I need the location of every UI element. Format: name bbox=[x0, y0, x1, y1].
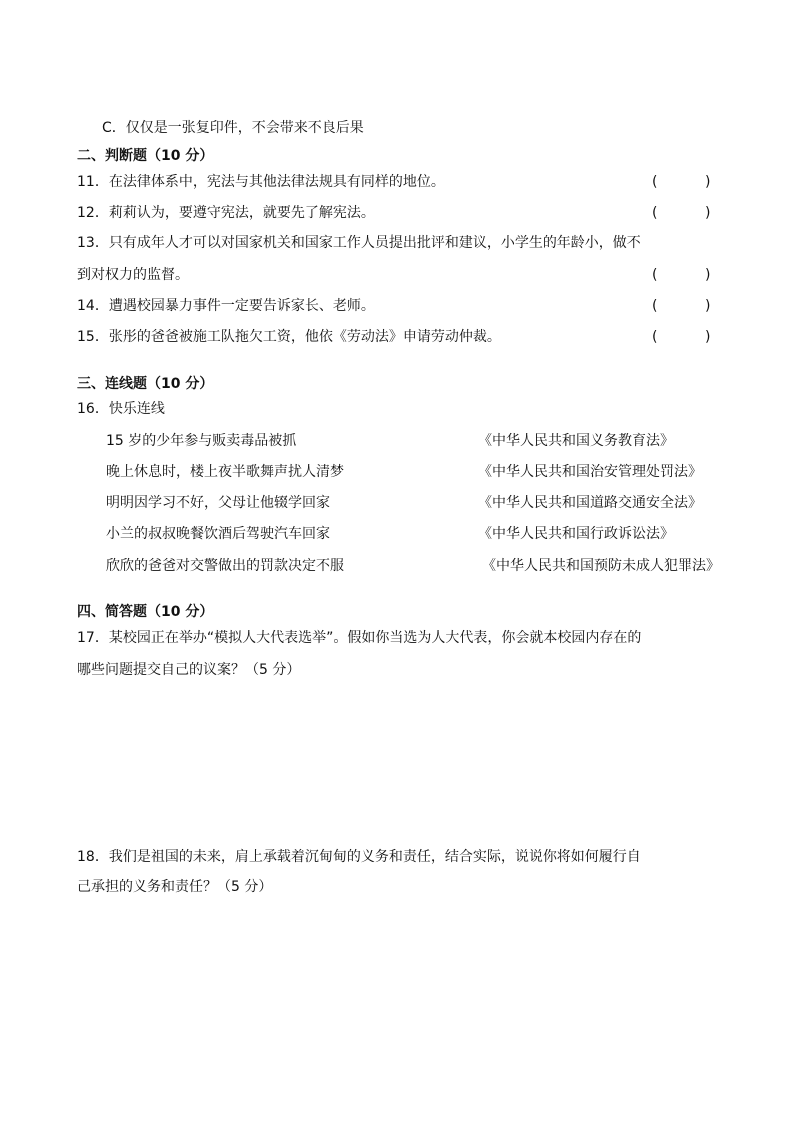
judgment-item-15: 15．张彤的爸爸被施工队拖欠工资，他依《劳动法》申请劳动仲裁。 bbox=[77, 329, 501, 345]
judgment-item-11: 11．在法律体系中，宪法与其他法律法规具有同样的地位。 bbox=[77, 174, 445, 190]
answer-paren-open[interactable]: ( bbox=[652, 205, 658, 221]
answer-paren-open[interactable]: ( bbox=[652, 267, 658, 283]
match-left-item[interactable]: 晚上休息时，楼上夜半歌舞声扰人清梦 bbox=[106, 464, 344, 480]
judgment-item-13: 13．只有成年人才可以对国家机关和国家工作人员提出批评和建议，小学生的年龄小，做不 bbox=[77, 235, 641, 251]
match-right-item[interactable]: 《中华人民共和国治安管理处罚法》 bbox=[478, 464, 702, 480]
judgment-item-14: 14．遭遇校园暴力事件一定要告诉家长、老师。 bbox=[77, 298, 375, 314]
answer-paren-open[interactable]: ( bbox=[652, 298, 658, 314]
answer-paren-close: ) bbox=[705, 174, 711, 190]
short-answer-heading: 四、简答题（10 分） bbox=[77, 604, 214, 620]
match-right-item[interactable]: 《中华人民共和国道路交通安全法》 bbox=[478, 495, 702, 511]
judgment-item-12: 12．莉莉认为，要遵守宪法，就要先了解宪法。 bbox=[77, 205, 375, 221]
match-left-item[interactable]: 15 岁的少年参与贩卖毒品被抓 bbox=[106, 433, 297, 449]
judgment-item-13-continuation: 到对权力的监督。 bbox=[77, 267, 189, 283]
match-right-item[interactable]: 《中华人民共和国义务教育法》 bbox=[478, 433, 674, 449]
match-left-item[interactable]: 小兰的叔叔晚餐饮酒后驾驶汽车回家 bbox=[106, 526, 330, 542]
answer-paren-close: ) bbox=[705, 267, 711, 283]
answer-paren-close: ) bbox=[705, 205, 711, 221]
match-right-item[interactable]: 《中华人民共和国预防未成人犯罪法》 bbox=[482, 558, 720, 574]
answer-paren-open[interactable]: ( bbox=[652, 174, 658, 190]
question-18-line-2: 己承担的义务和责任？（5 分） bbox=[77, 879, 273, 895]
matching-question: 16．快乐连线 bbox=[77, 401, 165, 417]
option-c: C．仅仅是一张复印件，不会带来不良后果 bbox=[102, 120, 364, 136]
match-left-item[interactable]: 欣欣的爸爸对交警做出的罚款决定不服 bbox=[106, 558, 344, 574]
answer-paren-close: ) bbox=[705, 329, 711, 345]
question-17-line-2: 哪些问题提交自己的议案？（5 分） bbox=[77, 662, 301, 678]
question-18-line-1: 18．我们是祖国的未来，肩上承载着沉甸甸的义务和责任，结合实际，说说你将如何履行自 bbox=[77, 849, 641, 865]
matching-heading: 三、连线题（10 分） bbox=[77, 376, 214, 392]
answer-paren-open[interactable]: ( bbox=[652, 329, 658, 345]
match-right-item[interactable]: 《中华人民共和国行政诉讼法》 bbox=[478, 526, 674, 542]
match-left-item[interactable]: 明明因学习不好，父母让他辍学回家 bbox=[106, 495, 330, 511]
answer-paren-close: ) bbox=[705, 298, 711, 314]
judgment-heading: 二、判断题（10 分） bbox=[77, 148, 214, 164]
question-17-line-1: 17．某校园正在举办“模拟人大代表选举”。假如你当选为人大代表，你会就本校园内存在的 bbox=[77, 630, 642, 646]
